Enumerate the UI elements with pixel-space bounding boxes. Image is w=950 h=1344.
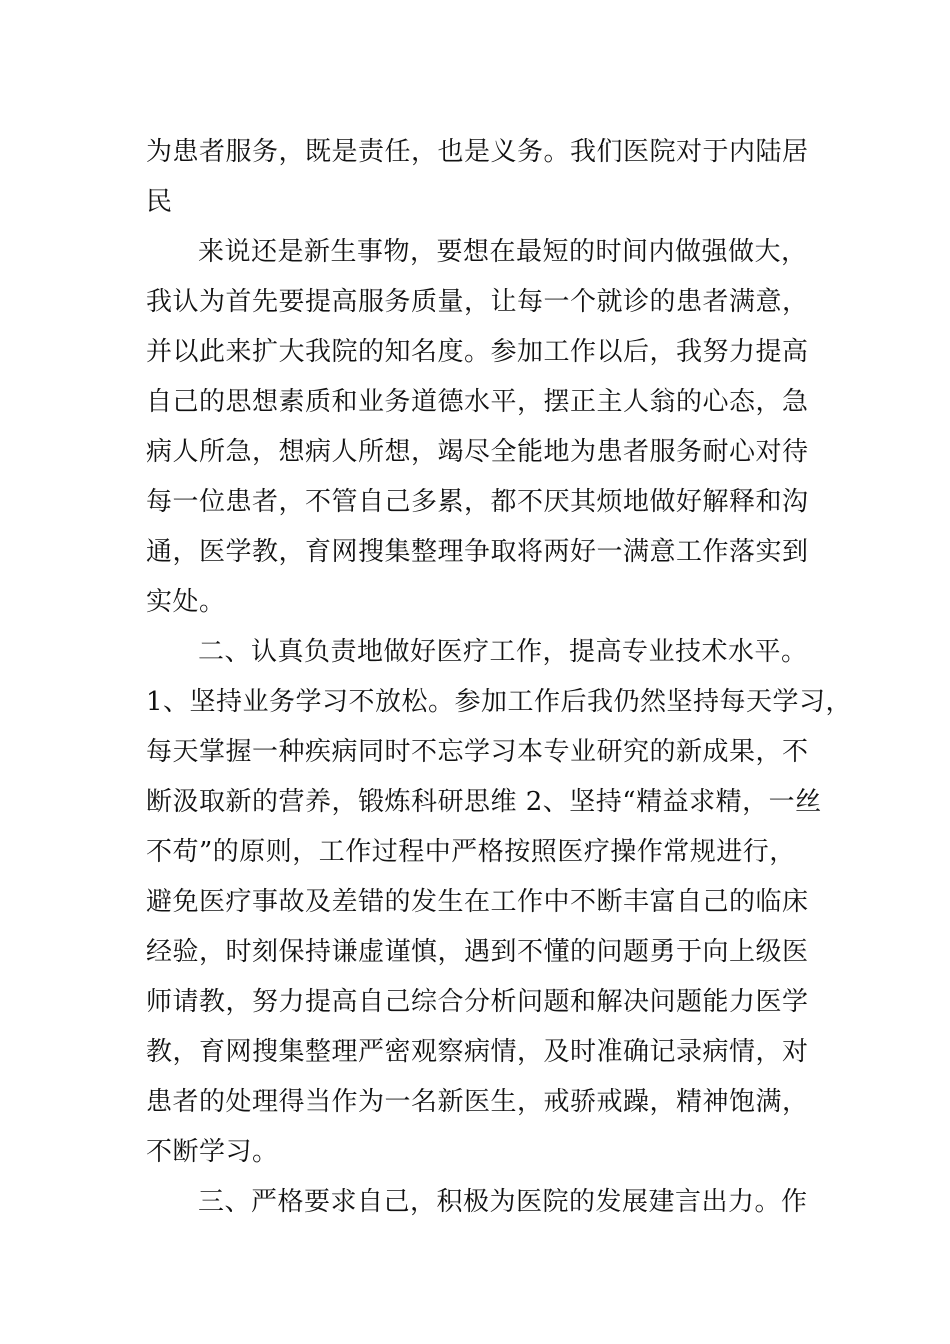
text-line: 来说还是新生事物，要想在最短的时间内做强做大， [198,237,808,267]
text-line: 1、坚持业务学习不放松。参加工作后我仍然坚持每天学习， [146,687,853,717]
text-line: 每天掌握一种疾病同时不忘学习本专业研究的新成果，不 [146,737,809,767]
text-line: 断汲取新的营养，锻炼科研思维 2、坚持“精益求精，一丝 [146,787,822,817]
text-line: 民 [146,187,173,217]
text-line: 通，医学教，育网搜集整理争取将两好一满意工作落实到 [146,537,809,567]
text-line: 并以此来扩大我院的知名度。参加工作以后，我努力提高 [146,337,809,367]
text-line: 教，育网搜集整理严密观察病情，及时准确记录病情，对 [146,1037,809,1067]
text-line: 自己的思想素质和业务道德水平，摆正主人翁的心态，急 [146,387,809,417]
text-line: 师请教，努力提高自己综合分析问题和解决问题能力医学 [146,987,809,1017]
text-line: 每一位患者，不管自己多累，都不厌其烦地做好解释和沟 [146,487,809,517]
text-line: 避免医疗事故及差错的发生在工作中不断丰富自己的临床 [146,887,809,917]
text-line: 我认为首先要提高服务质量，让每一个就诊的患者满意， [146,287,809,317]
section-heading: 三、严格要求自己，积极为医院的发展建言出力。作 [198,1187,808,1217]
text-line: 患者的处理得当作为一名新医生，戒骄戒躁，精神饱满， [146,1087,809,1117]
text-line: 病人所急，想病人所想，竭尽全能地为患者服务耐心对待 [146,437,809,467]
text-line: 实处。 [146,587,226,617]
section-heading: 二、认真负责地做好医疗工作，提高专业技术水平。 [198,637,808,667]
text-line: 不断学习。 [146,1137,279,1167]
text-line: 为患者服务，既是责任，也是义务。我们医院对于内陆居 [146,137,809,167]
text-line: 不苟”的原则，工作过程中严格按照医疗操作常规进行， [146,837,796,867]
text-line: 经验，时刻保持谦虚谨慎，遇到不懂的问题勇于向上级医 [146,937,809,967]
